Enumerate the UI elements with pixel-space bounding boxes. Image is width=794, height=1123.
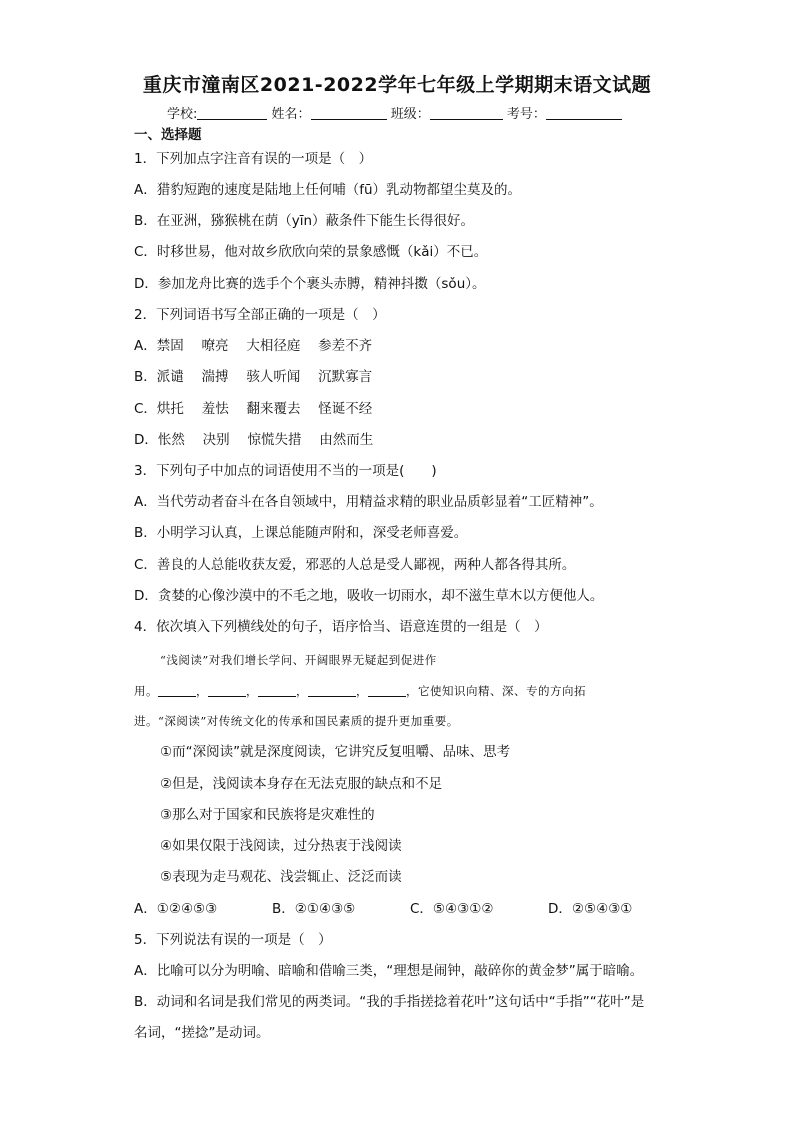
q3-option-a[interactable]: A．当代劳动者奋斗在各自领域中，用精益求精的职业品质彰显着“工匠精神”。	[134, 494, 603, 510]
q2-option-c[interactable]: C．烘托 羞怯 翻来覆去 怪诞不经	[134, 401, 373, 417]
q4-passage-line-2: 用。 ， ， ， ， ，它使知识向精、深、专的方向拓	[134, 684, 586, 698]
q4-sentence-3: ③那么对于国家和民族将是灾难性的	[160, 807, 375, 823]
q5-option-b-line-2[interactable]: 名词，“搓捻”是动词。	[134, 1025, 270, 1041]
q4-blank-2[interactable]	[208, 684, 246, 697]
name-blank[interactable]	[311, 106, 387, 120]
q2-option-b[interactable]: B．派谴 湍搏 骇人听闻 沉默寡言	[134, 369, 373, 385]
q1-option-d[interactable]: D．参加龙舟比赛的选手个个裹头赤膊，精神抖擞（sǒu）。	[134, 276, 486, 292]
q1-option-b[interactable]: B．在亚洲，猕猴桃在荫（yīn）蔽条件下能生长得很好。	[134, 213, 475, 229]
page-title: 重庆市潼南区2021-2022学年七年级上学期期末语文试题	[142, 74, 652, 96]
q2-option-d[interactable]: D．怅然 决别 惊慌失措 由然而生	[134, 432, 374, 448]
q4-passage-start: 用。	[134, 684, 158, 698]
q5-stem: 5．下列说法有误的一项是（ ）	[134, 932, 332, 948]
q3-option-c[interactable]: C．善良的人总能收获友爱，邪恶的人总是受人鄙视，两种人都各得其所。	[134, 557, 576, 573]
q4-sentence-1: ①而“深阅读”就是深度阅读，它讲究反复咀嚼、品味、思考	[160, 744, 511, 760]
q4-option-d[interactable]: D．②⑤④③①	[548, 901, 633, 917]
q4-passage-end: ，它使知识向精、深、专的方向拓	[406, 684, 586, 698]
q4-blank-5[interactable]	[368, 684, 406, 697]
class-label: 班级：	[390, 107, 430, 122]
q4-blank-3[interactable]	[258, 684, 296, 697]
q2-stem: 2．下列词语书写全部正确的一项是（ ）	[134, 307, 386, 323]
class-blank[interactable]	[430, 106, 503, 120]
q4-options-row	[134, 900, 632, 918]
q4-blank-1[interactable]	[158, 684, 196, 697]
q3-stem: 3．下列句子中加点的词语使用不当的一项是( )	[134, 463, 437, 479]
name-label: 姓名：	[271, 107, 311, 122]
q4-option-a[interactable]: A．①②④⑤③	[134, 901, 218, 917]
exam-no-blank[interactable]	[546, 106, 622, 120]
q1-stem: 1．下列加点字注音有误的一项是（ ）	[134, 151, 373, 167]
q1-option-c[interactable]: C．时移世易，他对故乡欣欣向荣的景象感慨（kǎi）不已。	[134, 244, 488, 260]
school-label: 学校:	[167, 107, 198, 122]
q3-option-b[interactable]: B．小明学习认真，上课总能随声附和，深受老师喜爱。	[134, 525, 468, 541]
q4-option-b[interactable]: B．②①④③⑤	[272, 901, 356, 917]
q4-sentence-5: ⑤表现为走马观花、浅尝辄止、泛泛而读	[160, 869, 402, 885]
q4-sentence-4: ④如果仅限于浅阅读，过分热衷于浅阅读	[160, 838, 402, 854]
school-blank[interactable]	[197, 106, 267, 120]
exam-no-label: 考号：	[506, 107, 546, 122]
q2-option-a[interactable]: A．禁固 嘹亮 大相径庭 参差不齐	[134, 338, 373, 354]
q4-sentence-2: ②但是，浅阅读本身存在无法克服的缺点和不足	[160, 776, 443, 792]
q4-passage-line-3: 进。“深阅读”对传统文化的传承和国民素质的提升更加重要。	[134, 714, 459, 728]
q4-option-c[interactable]: C．⑤④③①②	[410, 901, 494, 917]
student-info-line	[167, 103, 622, 122]
q3-option-d[interactable]: D．贪婪的心像沙漠中的不毛之地，吸收一切雨水，却不滋生草木以方便他人。	[134, 588, 604, 604]
q5-option-a[interactable]: A．比喻可以分为明喻、暗喻和借喻三类，“理想是闹钟，敲碎你的黄金梦”属于暗喻。	[134, 963, 644, 979]
q1-option-a[interactable]: A．猎豹短跑的速度是陆地上任何哺（fū）乳动物都望尘莫及的。	[134, 182, 522, 198]
q5-option-b-line-1[interactable]: B．动词和名词是我们常见的两类词。“我的手指搓捻着花叶”这句话中“手指”“花叶”是	[134, 994, 645, 1010]
q4-blank-4[interactable]	[308, 684, 356, 697]
q4-stem: 4．依次填入下列横线处的句子，语序恰当、语意连贯的一组是（ ）	[134, 619, 548, 635]
section-heading: 一、选择题	[134, 127, 202, 143]
q4-passage-line-1: “浅阅读”对我们增长学问、开阔眼界无疑起到促进作	[160, 653, 437, 667]
